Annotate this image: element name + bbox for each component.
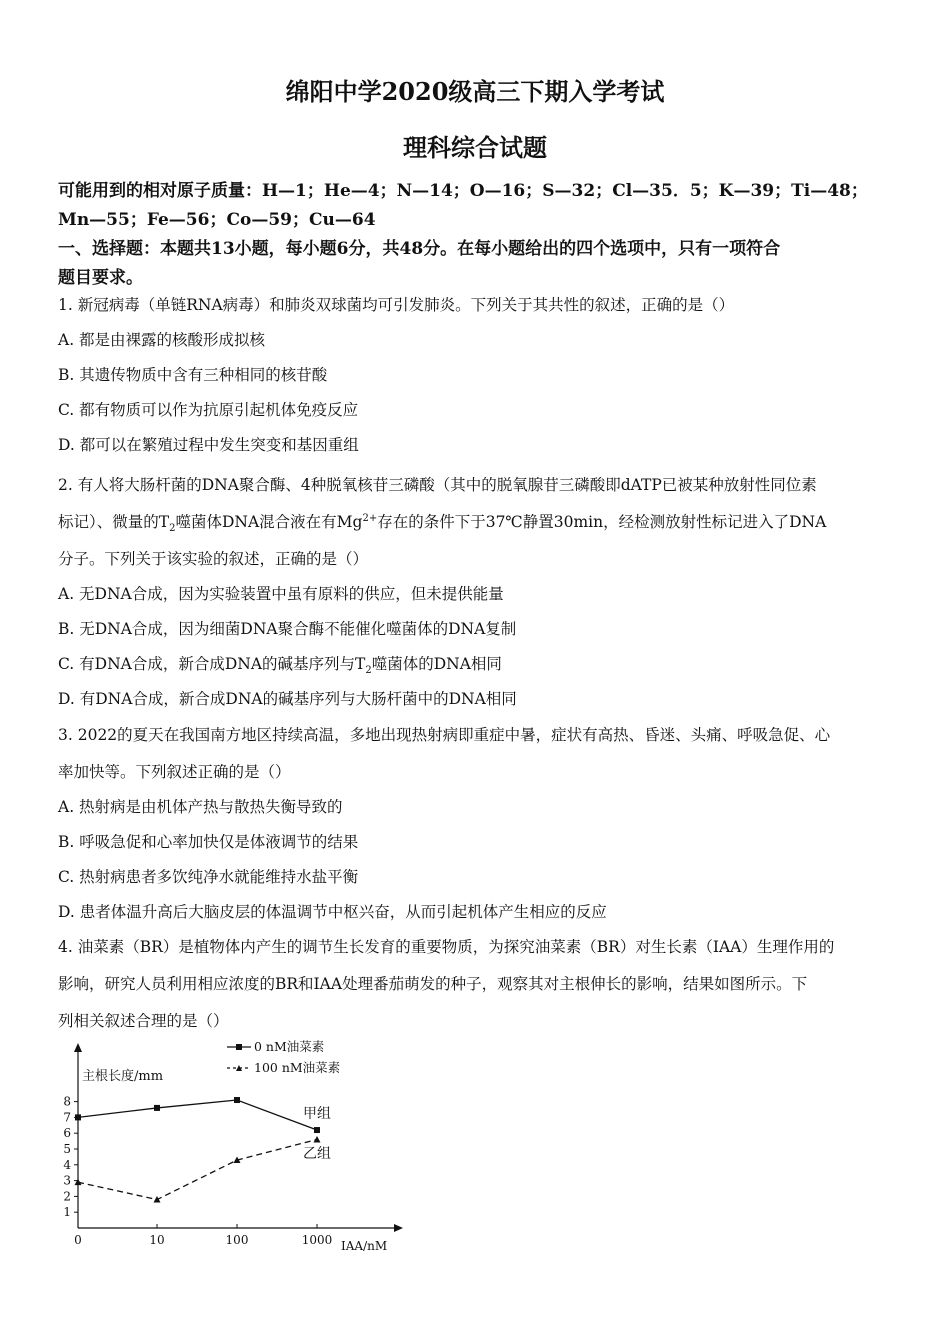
q3-stem-1: 3. 2022的夏天在我国南方地区持续高温，多地出现热射病即重症中暑，症状有高热、昏迷、头痛、呼吸急促、心: [58, 726, 831, 744]
section-instructions-2: 题目要求。: [58, 268, 143, 288]
q4-stem-1: 4. 油菜素（BR）是植物体内产生的调节生长发育的重要物质，为探究油菜素（BR）对生长素（IAA）生理作用的: [58, 938, 835, 956]
q2-stem-2: 标记）、微量的$T_2$噬菌体DNA混合液在有$Mg^{2+}$存在的条件下于37℃静置30min，经检测放射性标记进入了DNA: [58, 512, 827, 535]
q1-option-c: C. 都有物质可以作为抗原引起机体免疫反应: [58, 401, 359, 419]
y-tick-label: 4: [63, 1157, 71, 1172]
legend-marker: [236, 1044, 242, 1050]
q1-option-a: A. 都是由裸露的核酸形成拟核: [58, 331, 266, 349]
y-tick-label: 1: [63, 1205, 71, 1220]
series-line: [78, 1100, 317, 1130]
q4-stem-3: 列相关叙述合理的是（）: [58, 1012, 229, 1030]
x-tick-label: 100: [225, 1233, 249, 1247]
x-axis-label: IAA/nM: [341, 1239, 388, 1253]
section-instructions-1: 一、选择题：本题共13小题，每小题6分，共48分。在每小题给出的四个选项中，只有一项符合: [58, 239, 781, 259]
y-tick-label: 3: [63, 1173, 71, 1188]
data-point: [75, 1179, 82, 1186]
data-point: [154, 1196, 161, 1203]
q1-option-b: B. 其遗传物质中含有三种相同的核苷酸: [58, 366, 328, 384]
q1-option-d: D. 都可以在繁殖过程中发生突变和基因重组: [58, 436, 359, 454]
y-axis-label: 主根长度/mm: [82, 1069, 164, 1084]
q2-option-c: C. 有DNA合成，新合成DNA的碱基序列与$T_2$噬菌体的DNA相同: [58, 655, 502, 677]
q2-stem-3: 分子。下列关于该实验的叙述，正确的是（）: [58, 550, 369, 568]
q2-stem-1: 2. 有人将大肠杆菌的DNA聚合酶、4种脱氧核苷三磷酸（其中的脱氧腺苷三磷酸即dATP已被某种放射性同位素: [58, 476, 817, 494]
q3-option-b: B. 呼吸急促和心率加快仅是体液调节的结果: [58, 833, 359, 851]
y-tick-label: 6: [63, 1126, 71, 1141]
q2-option-a: A. 无DNA合成，因为实验装置中虽有原料的供应，但未提供能量: [58, 585, 504, 603]
legend-label: 100 nM油菜素: [254, 1060, 341, 1075]
q3-option-a: A. 热射病是由机体产热与散热失衡导致的: [58, 798, 343, 816]
atomic-masses-line-1: 可能用到的相对原子质量：H—1；He—4；N—14；O—16；S—32；Cl—35．5；K—39；Ti—48；: [58, 181, 868, 201]
q3-stem-2: 率加快等。下列叙述正确的是（）: [58, 763, 291, 781]
q2-option-b: B. 无DNA合成，因为细菌DNA聚合酶不能催化噬菌体的DNA复制: [58, 620, 517, 638]
y-tick-label: 8: [63, 1094, 71, 1109]
x-tick-label: 0: [74, 1233, 82, 1247]
q3-option-c: C. 热射病患者多饮纯净水就能维持水盐平衡: [58, 868, 359, 886]
q1-stem: 1. 新冠病毒（单链RNA病毒）和肺炎双球菌均可引发肺炎。下列关于其共性的叙述，正确的是（）: [58, 296, 735, 314]
y-axis-arrow: [74, 1043, 82, 1052]
exam-title: 绵阳中学2020级高三下期入学考试: [285, 77, 665, 106]
series-line: [78, 1140, 317, 1200]
y-tick-label: 5: [63, 1142, 71, 1156]
atomic-masses-line-2: Mn—55；Fe—56；Co—59；Cu—64: [58, 210, 376, 230]
data-point: [314, 1127, 320, 1133]
exam-subtitle: 理科综合试题: [403, 133, 547, 162]
series-label: 甲组: [303, 1106, 331, 1122]
data-point: [234, 1097, 240, 1103]
x-tick-label: 10: [149, 1233, 165, 1247]
data-point: [75, 1114, 81, 1120]
q4-stem-2: 影响，研究人员利用相应浓度的BR和IAA处理番茄萌发的种子，观察其对主根伸长的影响，结果如图所示。下: [58, 975, 808, 993]
x-tick-label: 1000: [301, 1233, 333, 1247]
legend-label: 0 nM油菜素: [254, 1039, 325, 1054]
y-tick-label: 2: [63, 1189, 71, 1204]
y-tick-label: 7: [63, 1110, 71, 1125]
x-axis-arrow: [394, 1224, 403, 1232]
data-point: [154, 1105, 160, 1111]
data-point: [314, 1136, 321, 1143]
q2-option-d: D. 有DNA合成，新合成DNA的碱基序列与大肠杆菌中的DNA相同: [58, 690, 517, 708]
q3-option-d: D. 患者体温升高后大脑皮层的体温调节中枢兴奋，从而引起机体产生相应的反应: [58, 903, 607, 921]
series-label: 乙组: [303, 1146, 331, 1162]
root-length-chart: [55, 1038, 415, 1254]
